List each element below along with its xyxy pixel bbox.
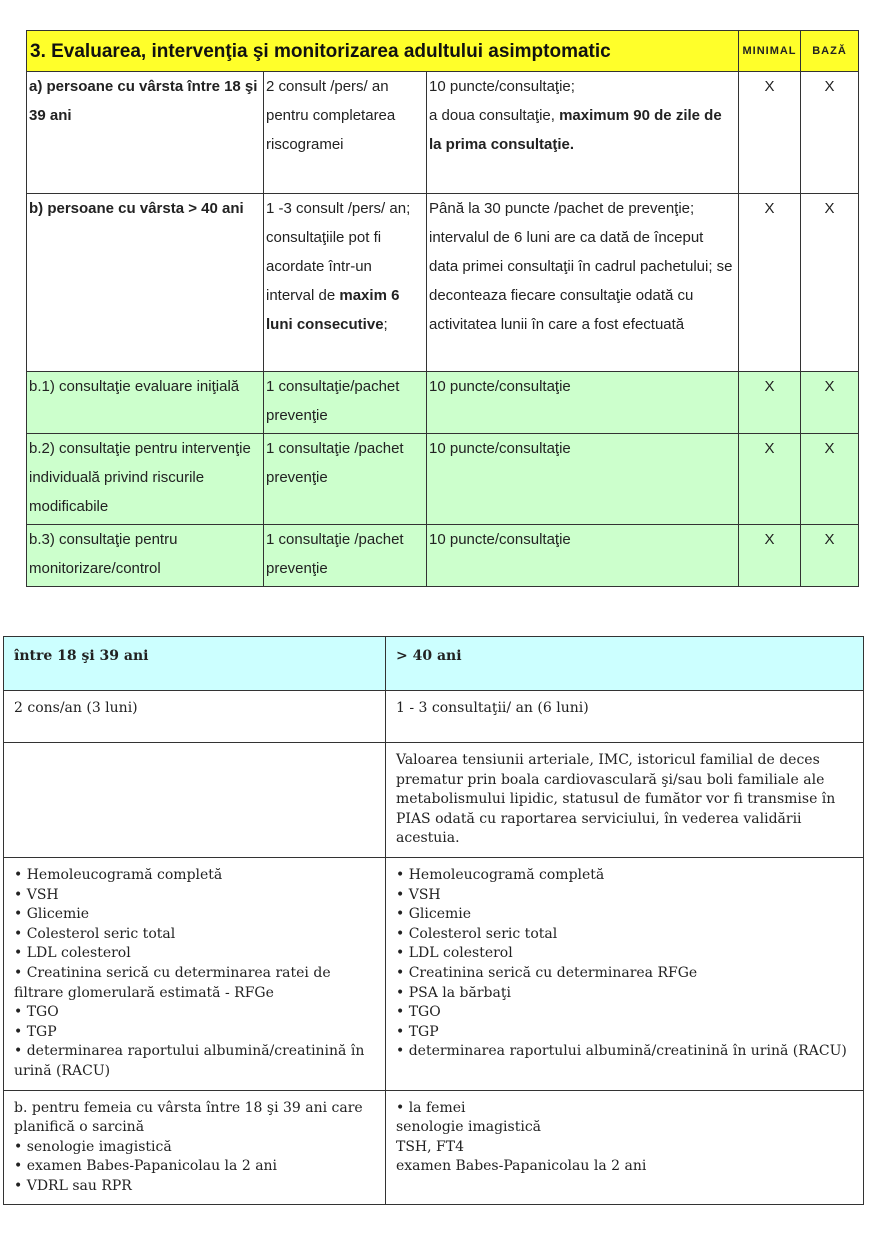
list-item: • determinarea raportului albumină/creatinină în urină (RACU) — [396, 1043, 847, 1060]
row-b1-minimal-mark: X — [739, 372, 801, 434]
row-b1-category: b.1) consultaţie evaluare iniţială — [27, 372, 264, 434]
services-table — [26, 30, 859, 587]
row-b1-baza-mark: X — [801, 372, 859, 434]
row-b2-minimal-mark: X — [739, 434, 801, 525]
list-item: • VSH — [396, 886, 441, 903]
table-row — [27, 72, 859, 194]
row-a-points: 10 puncte/consultaţie; a doua consultaţie, maximum 90 de zile de la prima consultaţie. — [427, 72, 739, 194]
tests-over-40 — [386, 857, 864, 1090]
frequency-over-40: 1 - 3 consultaţii/ an (6 luni) — [386, 691, 864, 743]
list-item: • determinarea raportului albumină/creatinină în urină (RACU) — [14, 1043, 365, 1079]
frequency-18-39: 2 cons/an (3 luni) — [4, 691, 386, 743]
row-b-frequency: 1 -3 consult /pers/ an; consultaţiile pot fi acordate într-un interval de maxim 6 luni consecutive; — [264, 194, 427, 372]
section-title: 3. Evaluarea, intervenţia şi monitorizarea adultului asimptomatic — [27, 31, 739, 72]
row-b3-category: b.3) consultaţie pentru monitorizare/control — [27, 525, 264, 587]
column-header-minimal: MINIMAL — [739, 31, 801, 72]
tests-18-39 — [4, 857, 386, 1090]
row-b2-baza-mark: X — [801, 434, 859, 525]
women-tests-18-39 — [4, 1090, 386, 1205]
list-item: • Hemoleucogramă completă — [14, 866, 223, 883]
row-b2-frequency: 1 consultaţie /pachet prevenţie — [264, 434, 427, 525]
row-b-minimal-mark: X — [739, 194, 801, 372]
list-item: • senologie imagistică — [14, 1138, 172, 1155]
row-b3-baza-mark: X — [801, 525, 859, 587]
list-item: • examen Babes-Papanicolau la 2 ani — [14, 1158, 278, 1175]
list-item: • Colesterol seric total — [396, 925, 558, 942]
header-over-40: > 40 ani — [386, 637, 864, 691]
row-b1-frequency: 1 consultaţie/pachet prevenţie — [264, 372, 427, 434]
table-row — [4, 857, 864, 1090]
table-row — [27, 194, 859, 372]
row-a-minimal-mark: X — [739, 72, 801, 194]
list-item: • Colesterol seric total — [14, 925, 176, 942]
table-row — [4, 1090, 864, 1205]
list-item: TSH, FT4 — [396, 1138, 464, 1155]
table-row — [27, 434, 859, 525]
women-tests-over-40 — [386, 1090, 864, 1205]
list-item: • Glicemie — [14, 906, 90, 923]
list-item: • LDL colesterol — [14, 945, 131, 962]
table-row — [27, 525, 859, 587]
list-item: • VDRL sau RPR — [14, 1177, 132, 1194]
row-b-category: b) persoane cu vârsta > 40 ani — [27, 194, 264, 372]
age-groups-header — [4, 637, 864, 691]
row-b1-points: 10 puncte/consultaţie — [427, 372, 739, 434]
table-row — [4, 743, 864, 858]
row-b-points: Până la 30 puncte /pachet de prevenţie; intervalul de 6 luni are ca dată de început data primei consultaţii în cadrul pachetului; se deconteaza fiecare consultaţie odată cu activitatea lunii în care a fost efectuată — [427, 194, 739, 372]
row-b3-minimal-mark: X — [739, 525, 801, 587]
age-groups-table — [3, 636, 864, 1205]
note-18-39-empty — [4, 743, 386, 858]
list-item: • Creatinina serică cu determinarea ratei de filtrare glomerulară estimată - RFGe — [14, 964, 331, 1001]
services-table-header — [27, 31, 859, 72]
table-row — [4, 691, 864, 743]
list-item: • Creatinina serică cu determinarea RFGe — [396, 964, 698, 981]
list-item: • TGO — [14, 1004, 59, 1021]
row-b-baza-mark: X — [801, 194, 859, 372]
header-18-39: între 18 şi 39 ani — [4, 637, 386, 691]
row-a-category: a) persoane cu vârsta între 18 şi 39 ani — [27, 72, 264, 194]
list-item: • Hemoleucogramă completă — [396, 866, 605, 883]
list-item: examen Babes-Papanicolau la 2 ani — [396, 1158, 647, 1175]
list-item: • PSA la bărbaţi — [396, 984, 511, 1001]
row-a-frequency: 2 consult /pers/ an pentru completarea riscogramei — [264, 72, 427, 194]
list-item: • VSH — [14, 886, 59, 903]
row-a-baza-mark: X — [801, 72, 859, 194]
list-item: • TGP — [396, 1023, 439, 1040]
list-item: b. pentru femeia cu vârsta între 18 şi 39 ani care planifică o sarcină — [14, 1099, 363, 1136]
row-b3-points: 10 puncte/consultaţie — [427, 525, 739, 587]
row-b2-category: b.2) consultaţie pentru intervenţie individuală privind riscurile modificabile — [27, 434, 264, 525]
list-item: • TGO — [396, 1004, 441, 1021]
list-item: • la femei — [396, 1099, 466, 1116]
note-over-40: Valoarea tensiunii arteriale, IMC, istoricul familial de deces prematur prin boala cardiovasculară şi/sau boli familiale ale metabolismului lipidic, statusul de fumător vor fi transmise în PIAS odată cu raportarea serviciului, în vederea validării acestuia. — [386, 743, 864, 858]
row-b2-points: 10 puncte/consultaţie — [427, 434, 739, 525]
row-b3-frequency: 1 consultaţie /pachet prevenţie — [264, 525, 427, 587]
column-header-baza: BAZĂ — [801, 31, 859, 72]
list-item: • LDL colesterol — [396, 945, 513, 962]
list-item: • Glicemie — [396, 906, 472, 923]
table-row — [27, 372, 859, 434]
list-item: • TGP — [14, 1023, 57, 1040]
list-item: senologie imagistică — [396, 1119, 542, 1136]
